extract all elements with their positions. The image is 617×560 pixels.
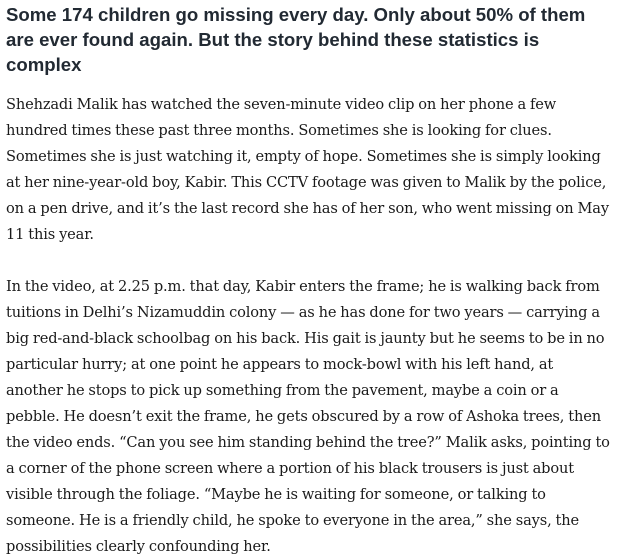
article-paragraph-2: In the video, at 2.25 p.m. that day, Kabir enters the frame; he is walking back from tuitions in Delhi’s Nizamuddin colony — as he has done for two years — carrying a big red-and-black schoolbag on his back. His gait is jaunty but he seems to be in no particular hurry; at one point he appears to mock-bowl with his left hand, at another he stops to pick up something from the pavement, maybe a coin or a pebble. He doesn’t exit the frame, he gets obscured by a row of Ashoka trees, then the video ends. “Can you see him standing behind the tree?” Malik asks, pointing to a corner of the phone screen where a portion of his black trousers is just about visible through the foliage. “Maybe he is waiting for someone, or talking to someone. He is a friendly child, he spoke to everyone in the area,” she says, the possibilities clearly confounding her. [6, 278, 610, 555]
article-paragraph-1: Shehzadi Malik has watched the seven-minute video clip on her phone a few hundred times these past three months. Sometimes she is looking for clues. Sometimes she is just watching it, empty of hope. Sometimes she is simply looking at her nine-year-old boy, Kabir. This CCTV footage was given to Malik by the police, on a pen drive, and it’s the last record she has of her son, who went missing on May 11 this year. [6, 96, 609, 243]
article [6, 0, 610, 560]
article-headline: Some 174 children go missing every day. Only about 50% of them are ever found again. But the story behind these statistics is complex [6, 4, 586, 75]
